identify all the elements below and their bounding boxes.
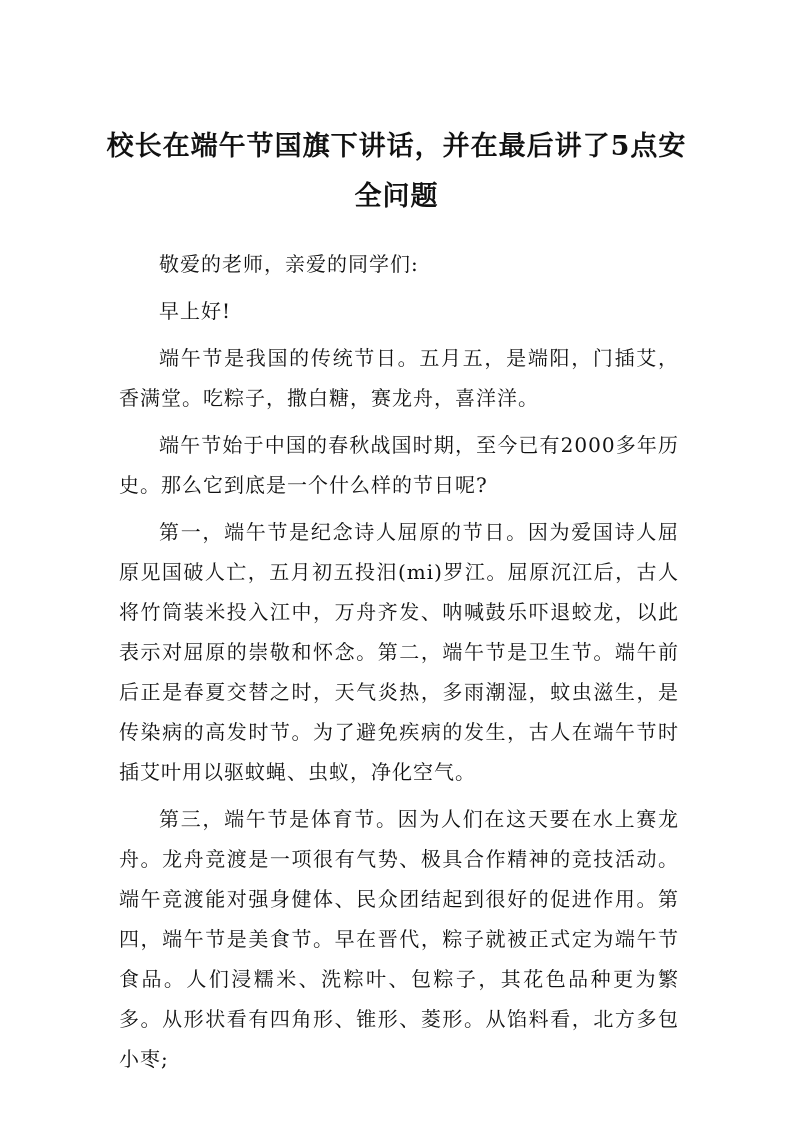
paragraph-good-morning: 早上好!	[159, 299, 232, 323]
paragraph-points-three-four: 第三，端午节是体育节。因为人们在这天要在水上赛龙舟。龙舟竞渡是一项很有气势、极具合作精神的竞技活动。端午竞渡能对强身健体、民众团结起到很好的促进作用。第四，端午节是美食节。早在晋代，粽子就被正式定为端午节食品。人们浸糯米、洗粽叶、包粽子，其花色品种更为繁多。从形状看有四角形、锥形、菱形。从馅料看，北方多包小枣;	[119, 807, 679, 1071]
paragraph-points-one-two: 第一，端午节是纪念诗人屈原的节日。因为爱国诗人屈原见国破人亡，五月初五投汨(mi)罗江。屈原沉江后，古人将竹筒装米投入江中，万舟齐发、呐喊鼓乐吓退蛟龙，以此表示对屈原的崇敬和怀念。第二，端午节是卫生节。端午前后正是春夏交替之时，天气炎热，多雨潮湿，蚊虫滋生，是传染病的高发时节。为了避免疾病的发生，古人在端午节时插艾叶用以驱蚊蝇、虫蚁，净化空气。	[119, 520, 679, 784]
document-title: 校长在端午节国旗下讲话，并在最后讲了5点安全问题	[106, 131, 687, 212]
document-body	[119, 244, 679, 1086]
paragraph-history: 端午节始于中国的春秋战国时期，至今已有2000多年历史。那么它到底是一个什么样的节日呢?	[119, 433, 679, 497]
paragraph-greeting: 敬爱的老师，亲爱的同学们:	[159, 252, 419, 276]
paragraph-intro: 端午节是我国的传统节日。五月五，是端阳，门插艾，香满堂。吃粽子，撒白糖，赛龙舟，喜洋洋。	[119, 346, 679, 410]
